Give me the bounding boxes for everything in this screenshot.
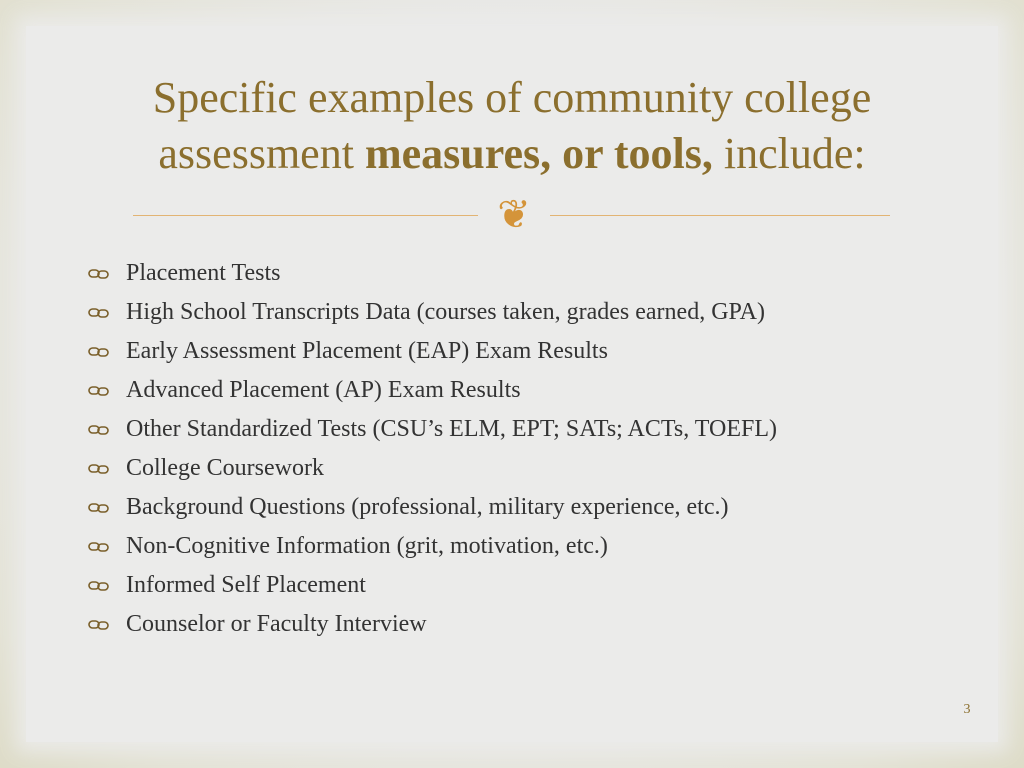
list-item-text: Counselor or Faculty Interview	[126, 611, 427, 637]
list-item-text: Other Standardized Tests (CSU’s ELM, EPT; SATs; ACTs, TOEFL)	[126, 416, 777, 442]
list-item	[88, 254, 777, 293]
list-item	[88, 293, 777, 332]
list-item-text: Advanced Placement (AP) Exam Results	[126, 377, 521, 403]
page-number: 3	[963, 702, 971, 717]
link-chain-icon	[88, 618, 126, 632]
list-item	[88, 410, 777, 449]
title-text-part1: Specific examples of community college assessment	[152, 73, 872, 178]
list-item-text: College Coursework	[126, 455, 324, 481]
link-chain-icon	[88, 384, 126, 398]
link-chain-icon	[88, 306, 126, 320]
list-item-text: Early Assessment Placement (EAP) Exam Results	[126, 338, 608, 364]
list-item-text: Informed Self Placement	[126, 572, 366, 598]
list-item-text: Background Questions (professional, military experience, etc.)	[126, 494, 729, 520]
link-chain-icon	[88, 267, 126, 281]
fleuron-ornament-icon: ❦	[478, 190, 550, 240]
link-chain-icon	[88, 501, 126, 515]
list-item	[88, 449, 777, 488]
list-item-text: High School Transcripts Data (courses taken, grades earned, GPA)	[126, 299, 765, 325]
slide-title	[60, 70, 964, 182]
list-item-text: Placement Tests	[126, 260, 281, 286]
link-chain-icon	[88, 462, 126, 476]
list-item-text: Non-Cognitive Information (grit, motivation, etc.)	[126, 533, 608, 559]
link-chain-icon	[88, 423, 126, 437]
list-item	[88, 488, 777, 527]
bullet-list	[88, 254, 777, 644]
list-item	[88, 566, 777, 605]
list-item	[88, 371, 777, 410]
title-text-bold: measures, or tools,	[364, 129, 713, 178]
title-text-part2: include:	[712, 129, 866, 178]
link-chain-icon	[88, 579, 126, 593]
list-item	[88, 605, 777, 644]
list-item	[88, 527, 777, 566]
link-chain-icon	[88, 540, 126, 554]
link-chain-icon	[88, 345, 126, 359]
list-item	[88, 332, 777, 371]
